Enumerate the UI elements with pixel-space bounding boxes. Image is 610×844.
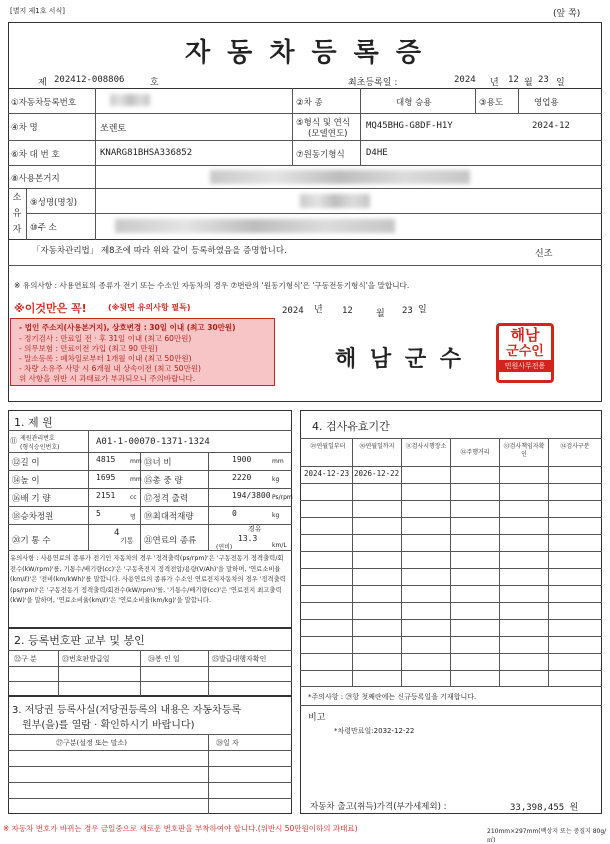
cylinders-unit: 기통 — [120, 537, 134, 545]
first-reg-label: 최초등록일 : — [348, 78, 398, 88]
notice-line-2: - 정기검사 : 만료일 전 · 후 31일 이내 (최고 60만원) — [19, 334, 192, 343]
spec-mgmt-no-sublabel: (형식승인번호) — [20, 444, 60, 451]
lien-col-date: ㉘일 자 — [216, 739, 239, 747]
inspection-column-divider — [450, 438, 451, 686]
inspection-column-divider — [499, 438, 500, 686]
vin-label: ⑥차 대 번 호 — [11, 150, 60, 160]
inspection-column-divider — [352, 438, 353, 686]
engine-type-value: D4HE — [366, 148, 388, 158]
model-value: MQ45BHG-G8DF-H1Y — [366, 121, 453, 131]
fuel-efficiency-value: 13.3 — [238, 534, 258, 543]
spec-unit-3-a: 명 — [130, 514, 136, 521]
vin-value: KNARG81BHSA336852 — [100, 148, 193, 158]
spec-value-3-b: 0 — [232, 509, 237, 518]
inspection-row-divider — [300, 534, 602, 535]
insp-col-to: ㉚연월일까지 — [359, 443, 395, 450]
inspection-row-divider — [300, 585, 602, 586]
cylinders-label: ⑳기 통 수 — [12, 536, 51, 546]
plate-col-agent-check: ㉕발급대행자확인 — [212, 655, 267, 663]
inspection-row-divider — [300, 500, 602, 501]
insp-col-inspector: ㉝검사책임자확인 — [503, 443, 545, 458]
usage-label: ③용도 — [479, 98, 504, 108]
spec-value-2-b: 194/3800 — [232, 491, 271, 500]
insp-row1-from: 2024-12-23 — [304, 469, 350, 478]
fuel-type-label: ㉑연료의 종류 — [144, 536, 197, 546]
spec-value-1-a: 1695 — [96, 473, 116, 482]
issue-month: 12 — [342, 306, 353, 316]
inspection-row-divider — [300, 551, 602, 552]
fuel-efficiency-unit: km/L — [272, 542, 287, 549]
seal-line-1: 해남 — [510, 326, 540, 344]
spec-unit-1-b: kg — [272, 476, 280, 483]
footer-paper-spec: 210mm×297mm(백상지 또는 중질지 80g/㎡) — [487, 828, 607, 844]
spec-unit-2-b: Ps/rpm — [272, 494, 293, 501]
notice-title: ※이것만은 꼭! — [14, 302, 87, 315]
spec-unit-0-a: mm — [130, 458, 142, 465]
spec-label-0-a: ⑫길 이 — [12, 458, 40, 468]
inspection-column-divider — [548, 438, 549, 686]
spec-label-2-a: ⑯배 기 량 — [12, 494, 51, 504]
lien-heading-2: 원부(을)를 열람 · 확인하시기 바랍니다) — [22, 720, 195, 731]
notice-line-1: - 법인 주소지(사용본거지), 상호변경 : 30일 이내 (최고 30만원) — [19, 323, 236, 332]
inspection-row-divider — [300, 653, 602, 654]
cert-prefix: 제 — [38, 78, 47, 88]
inspection-row-divider — [300, 670, 602, 671]
price-label: 자동차 출고(취득)가격(부가세제외) : — [310, 802, 447, 812]
vehicle-name-value: 쏘렌토 — [100, 124, 127, 134]
lien-heading: 3. 저당권 등록사실(저당권등록의 내용은 자동차등록 — [12, 705, 242, 716]
plate-col-seal-date: ㉔봉 인 일 — [148, 655, 180, 663]
plate-heading: 2. 등록번호판 교부 및 봉인 — [14, 634, 145, 647]
redacted-base-location — [210, 170, 470, 184]
spec-unit-0-b: mm — [272, 458, 284, 465]
spec-label-2-b: ⑰정격 출력 — [144, 494, 189, 504]
spec-value-1-b: 2220 — [232, 473, 252, 482]
issuing-office: 해 남 군 수 — [335, 347, 464, 372]
fuel-efficiency-paren: (연비) — [216, 544, 233, 551]
vehicle-name-label: ④차 명 — [11, 123, 38, 133]
redacted-owner-address — [115, 219, 395, 233]
spec-label-1-a: ⑭높 이 — [12, 476, 40, 486]
inspection-column-divider — [401, 438, 402, 686]
spec-mgmt-no-label: 제원관리번호 — [20, 435, 55, 442]
month-char: 월 — [524, 78, 533, 88]
day-char: 일 — [556, 78, 565, 88]
redacted-reg-number — [110, 94, 150, 106]
remark-label: 비고 — [308, 713, 326, 723]
issue-day: 23 — [402, 306, 413, 316]
insp-row1-to: 2026-12-22 — [354, 469, 400, 478]
seal-line-3: 민원사무전용 — [499, 360, 551, 372]
insp-col-mileage: ㉜주행거리 — [460, 449, 490, 456]
spec-label-0-b: ⑬너 비 — [144, 458, 172, 468]
notice-line-5: - 차량 소유주 사망 시 6개월 내 상속이전 (최고 50만원) — [19, 364, 201, 373]
usage-value: 영업용 — [534, 98, 559, 108]
base-location-label: ⑧사용본거지 — [11, 174, 60, 184]
spec-value-2-a: 2151 — [96, 491, 116, 500]
inspection-row-divider — [300, 568, 602, 569]
remark-value: *차령만료일:2032-12-22 — [334, 727, 415, 735]
model-year-value: 2024-12 — [532, 121, 570, 131]
front-label: (앞 쪽) — [553, 9, 581, 19]
owner-label: 소유자 — [12, 193, 22, 235]
issue-day-char: 일 — [418, 305, 427, 315]
inspection-row-divider — [300, 602, 602, 603]
notice-box — [10, 318, 275, 386]
spec-unit-2-a: cc — [130, 494, 137, 501]
insp-col-place: ㉛검사시행장소 — [405, 443, 447, 450]
spec-mgmt-no-value: A01-1-00070-1371-1324 — [96, 437, 210, 447]
spec-value-0-b: 1900 — [232, 455, 252, 464]
official-seal — [496, 323, 554, 383]
spec-row-divider — [8, 506, 292, 507]
price-value: 33,398,455 원 — [510, 803, 579, 813]
spec-mgmt-no-mark: ⑪ — [10, 437, 17, 445]
fuel-caution: ※ 유의사항 : 사용연료의 종류가 전기 또는 수소인 자동차의 경우 ⑦번란의 '원동기형식'은 '구동전동기형식'을 말합니다. — [14, 281, 410, 290]
cert-suffix: 호 — [150, 78, 159, 88]
inspection-row-divider — [300, 619, 602, 620]
spec-label-1-b: ⑮총 중 량 — [144, 476, 183, 486]
spec-value-0-a: 4815 — [96, 455, 116, 464]
insp-col-from: ㉙연월일부터 — [310, 443, 346, 450]
spec-heading: 1. 제 원 — [14, 416, 53, 429]
first-reg-year: 2024 — [454, 75, 476, 85]
insp-col-type: ㉞검사구분 — [560, 443, 590, 450]
spec-note: 유의사항 : 사용연료의 종류가 전기인 자동차의 경우 '정격출력(ps/rpm)'은 '구동전동기 정격출력/회전수(kW/rpm)'를, 기통수/배기량(cc)'은 '구동축전지 정격전압/용량(V/Ah)'을 말하며, '연료소비율(km/ℓ)'은 '전비(km/kWh)'를 말합니다. 사용연료의 종류가 수소인 연료전지자동차의 경우 '정격출력(ps/rpm)'은 '구동전동기 정격출력/회전수(kW/rpm)'를, '기통수/배기량(cc)'은 '연료전지 최고출력(kW)'을 말하며, '연료소비율(km/ℓ)'은 '연료소비율(km/kg)'을 말합니다. — [10, 555, 286, 604]
plate-col-issue-date: ㉓번호판발급일 — [62, 655, 110, 663]
page-title: 자 동 차 등 록 증 — [185, 38, 425, 68]
footer-warning: ※ 자동차 번호가 바뀌는 경우 금일중으로 새로운 번호판을 부착하여야 합니다.(위반시 50만원이하의 과태료) — [3, 824, 358, 833]
cylinders-value: 4 — [114, 528, 120, 538]
spec-unit-3-b: kg — [272, 512, 280, 519]
model-year-label: ⑤형식 및 연식 — [296, 118, 351, 128]
vehicle-class-value: 대형 승용 — [396, 98, 432, 108]
inspection-row-divider — [300, 483, 602, 484]
field-grid — [8, 88, 602, 240]
model-year-sublabel: (모델연도) — [308, 129, 348, 139]
spec-value-3-a: 5 — [96, 509, 101, 518]
spec-label-3-a: ⑱승차정원 — [12, 512, 54, 522]
lien-col-type: ㉗구분(설정 또는 말소) — [56, 739, 128, 747]
notice-line-6: 위 사항을 위반 시 과태료가 부과되오니 주의바랍니다. — [19, 374, 196, 383]
owner-address-label: ⑩주 소 — [30, 223, 57, 233]
spec-unit-1-a: mm — [130, 476, 142, 483]
issue-month-char: 월 — [376, 309, 385, 319]
inspection-note: *주의사항 : ㉙항 첫째란에는 신규등록일을 기재합니다. — [308, 693, 477, 701]
redacted-owner-name — [300, 194, 370, 208]
inspection-row-divider — [300, 517, 602, 518]
certification-statement: 「자동차관리법」 제8조에 따라 위와 같이 등록하였음을 증명합니다. — [32, 246, 287, 256]
vehicle-class-label: ②차 종 — [296, 98, 323, 108]
first-reg-month: 12 — [508, 75, 519, 85]
cert-number: 202412-008806 — [54, 75, 125, 85]
notice-subtitle: (※뒷면 유의사항 필독) — [108, 303, 191, 312]
spec-row-divider — [8, 488, 292, 489]
inspection-row-divider — [300, 636, 602, 637]
plate-col-category: ㉒구 분 — [14, 655, 37, 663]
spec-row-divider — [8, 470, 292, 471]
issue-year-char: 년 — [314, 305, 323, 315]
form-number: [별지 제1호 서식] — [10, 7, 65, 15]
new-registration-mark: 신조 — [535, 249, 553, 259]
fuel-type-value: 경유 — [248, 525, 262, 533]
engine-type-label: ⑦원동기형식 — [296, 150, 345, 160]
seal-line-2: 군수인 — [506, 344, 544, 359]
first-reg-day: 23 — [538, 75, 549, 85]
issue-year: 2024 — [282, 306, 304, 316]
spec-label-3-b: ⑲최대적재량 — [144, 512, 194, 522]
notice-line-3: - 의무보험 : 만료이전 가입 (최고 90 만원) — [19, 344, 158, 353]
owner-name-label: ⑨성명(명칭) — [30, 198, 78, 208]
notice-line-4: - 말소등록 : 폐차일로부터 1개월 이내 (최고 50만원) — [19, 354, 192, 363]
reg-number-label: ①자동차등록번호 — [11, 98, 77, 108]
inspection-heading: 4. 검사유효기간 — [312, 420, 390, 433]
year-char: 년 — [490, 78, 499, 88]
